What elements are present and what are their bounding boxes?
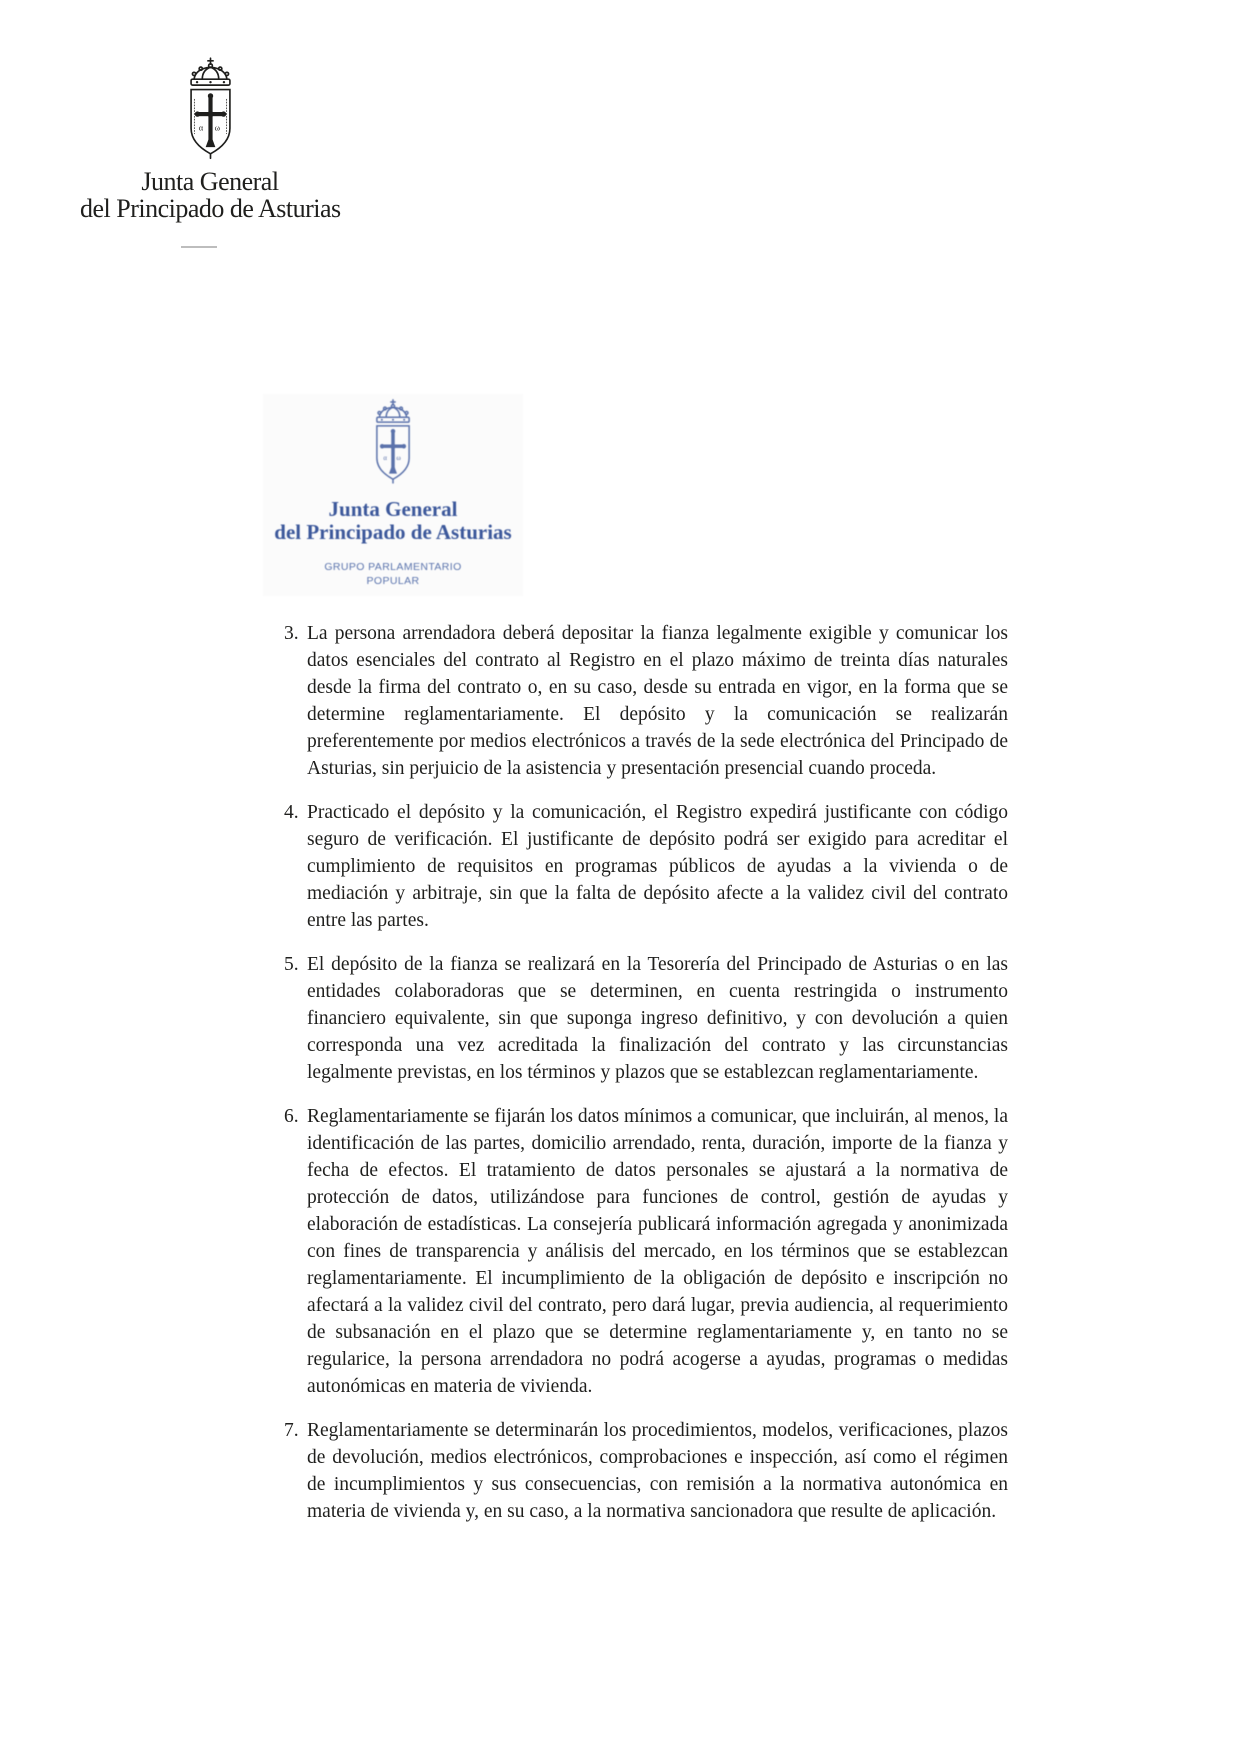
item-text: La persona arrendadora deberá depositar la fianza legalmente exigible y comunicar los datos esenciales del contrato al Registro en el plazo máximo de treinta días naturales desde la firma del contrato o, en su caso, desde su entrada en vigor, en la forma que se determine reglamentariamente. El depósito y la comunicación se realizarán preferentemente por medios electrónicos a través de la sede electrónica del Principado de Asturias, sin perjuicio de la asistencia y presentación presencial cuando proceda. (307, 623, 1008, 779)
item-number: 4. (284, 802, 299, 823)
institution-letterhead (80, 56, 340, 222)
item-text: Reglamentariamente se determinarán los procedimientos, modelos, verificaciones, plazos de devolución, medios electrónicos, comprobaciones e inspección, así como el régimen de incumplimientos y sus consecuencias, con remisión a la normativa autonómica en materia de vivienda y, en su caso, a la normativa sancionadora que resulte de aplicación. (307, 1420, 1008, 1522)
item-text: Reglamentariamente se fijarán los datos mínimos a comunicar, que incluirán, al menos, la identificación de las partes, domicilio arrendado, renta, duración, importe de la fianza y fecha de efectos. El tratamiento de datos personales se ajustará a la normativa de protección de datos, utilizándose para funciones de control, gestión de ayudas y elaboración de estadísticas. La consejería publicará información agregada y anonimizada con fines de transparencia y análisis del mercado, en los términos que se establezcan reglamentariamente. El incumplimiento de la obligación de depósito e inscripción no afectará a la validez civil del contrato, pero dará lugar, previa audiencia, al requerimiento de subsanación en el plazo que se determine reglamentariamente y, en tanto no se regularice, la persona arrendadora no podrá acogerse a ayudas, programas o medidas autonómicas en materia de vivienda. (307, 1106, 1008, 1397)
svg-text:α: α (198, 123, 203, 133)
asturias-coat-of-arms-blue-icon (362, 398, 424, 491)
list-item-paragraph-7 (284, 1417, 1008, 1525)
list-item-paragraph-4 (284, 799, 1008, 934)
group-institution-name-line1: Junta General (328, 497, 458, 521)
parliamentary-group-letterhead (263, 394, 523, 596)
list-item-paragraph-6 (284, 1103, 1008, 1400)
group-name-line1: GRUPO PARLAMENTARIO (324, 561, 462, 573)
asturias-coat-of-arms-icon (173, 56, 248, 168)
item-text: Practicado el depósito y la comunicación, el Registro expedirá justificante con código seguro de verificación. El justificante de depósito podrá ser exigido para acreditar el cumplimiento de requisitos en programas públicos de ayudas a la vivienda o de mediación y arbitraje, sin que la falta de depósito afecte a la validez civil del contrato entre las partes. (307, 802, 1008, 931)
item-number: 6. (284, 1106, 299, 1127)
group-name-line2: POPULAR (366, 575, 420, 587)
numbered-paragraph-list (284, 620, 1008, 1542)
letterhead-divider (181, 246, 217, 248)
list-item-paragraph-3 (284, 620, 1008, 782)
list-item-paragraph-5 (284, 951, 1008, 1086)
svg-text:ω: ω (214, 123, 220, 133)
item-number: 3. (284, 623, 299, 644)
svg-text:α: α (383, 455, 387, 462)
item-number: 5. (284, 954, 299, 975)
group-institution-name-line2: del Principado de Asturias (274, 520, 512, 544)
svg-text:ω: ω (396, 455, 401, 462)
institution-name-line2: del Principado de Asturias (80, 194, 341, 223)
item-text: El depósito de la fianza se realizará en la Tesorería del Principado de Asturias o en las entidades colaboradoras que se determinen, en cuenta restringida o instrumento financiero equivalente, sin que suponga ingreso definitivo, y con devolución a quien corresponda una vez acreditada la finalización del contrato y las circunstancias legalmente previstas, en los términos y plazos que se establezcan reglamentariamente. (307, 954, 1008, 1083)
item-number: 7. (284, 1420, 299, 1441)
institution-name-line1: Junta General (141, 167, 279, 196)
